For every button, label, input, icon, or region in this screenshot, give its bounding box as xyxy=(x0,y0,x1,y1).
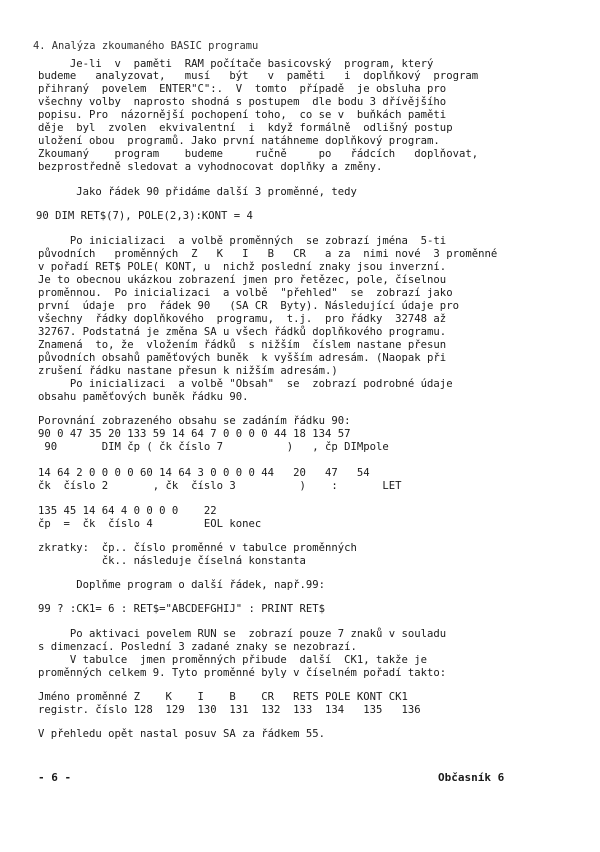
table-row-registers: registr. číslo 128 129 130 131 132 133 134 135 136 xyxy=(38,704,421,716)
code-line-90: 90 DIM RET$(7), POLE(2,3):KONT = 4 xyxy=(36,210,253,222)
para6-line: V přehledu opět nastal posuv SA za řádkem 55. xyxy=(38,728,326,740)
para5-line-3: V tabulce jmen proměnných přibude další CK1, takže je xyxy=(38,654,428,666)
para1-line-4: všechny volby naprosto shodná s postupem dle bodu 3 dřívějšího xyxy=(38,96,447,108)
page-number: - 6 - xyxy=(38,771,72,784)
para3-line-1: Po inicializaci a volbě proměnných se zobrazí jména 5-ti xyxy=(38,235,447,247)
compare-line-8: 135 45 14 64 4 0 0 0 0 22 xyxy=(38,505,217,517)
para3-line-7: všechny řádky doplňkového programu, t.j. pro řádky 32748 až xyxy=(38,313,447,325)
table-row-names: Jméno proměnné Z K I B CR RETS POLE KONT CK1 xyxy=(38,691,408,703)
para3-line-11: zrušení řádku nastane přesun k nižším adresám.) xyxy=(38,365,338,377)
para3-line-6: první údaje pro řádek 90 (SA CR Byty). Následující údaje pro xyxy=(38,300,459,312)
footer-title: Občasník 6 xyxy=(438,771,505,784)
para3-line-5: proměnnou. Po inicializaci a volbě "přehled" se zobrazí jako xyxy=(38,287,453,299)
para3-line-9: Znamená to, že vložením řádků s nižším číslem nastane přesun xyxy=(38,339,447,351)
para5-line-4: proměnných celkem 9. Tyto proměnné byly v číselném pořadí takto: xyxy=(38,667,447,679)
para1-line-5: popisu. Pro názornější pochopení toho, co se v buňkách paměti xyxy=(38,109,447,121)
code-line-99: 99 ? :CK1= 6 : RET$="ABCDEFGHIJ" : PRINT RET$ xyxy=(38,603,326,615)
para3-line-10: původních obsahů paměťových buněk k vyšším adresám. (Naopak při xyxy=(38,352,447,364)
para3-line-12: Po inicializaci a volbě "Obsah" se zobrazí podrobné údaje xyxy=(38,378,453,390)
para3-line-8: 32767. Podstatná je změna SA u všech řádků doplňkového programu. xyxy=(38,326,447,338)
compare-line-2: 90 0 47 35 20 133 59 14 64 7 0 0 0 0 44 18 134 57 xyxy=(38,428,351,440)
para5-line-1: Po aktivaci povelem RUN se zobrazí pouze 7 znaků v souladu xyxy=(38,628,447,640)
para1-line-7: uložení obou programů. Jako první natáhneme doplňkový program. xyxy=(38,135,440,147)
para1-line-6: děje byl zvolen ekvivalentní i když formálně odlišný postup xyxy=(38,122,453,134)
para3-line-4: Je to obecnou ukázkou zobrazení jmen pro řetězec, pole, číselnou xyxy=(38,274,447,286)
para1-line-9: bezprostředně sledovat a vyhodnocovat doplňky a změny. xyxy=(38,161,383,173)
compare-line-1: Porovnání zobrazeného obsahu se zadáním řádku 90: xyxy=(38,415,351,427)
para5-line-2: s dimenzací. Poslední 3 zadané znaky se nezobrazí. xyxy=(38,641,357,653)
para1-line-8: Zkoumaný program budeme ručně po řádcích doplňovat, xyxy=(38,148,479,160)
para1-line-2: budeme analyzovat, musí být v paměti i doplňkový program xyxy=(38,70,479,82)
para2-line: Jako řádek 90 přidáme další 3 proměnné, tedy xyxy=(38,186,357,198)
para3-line-13: obsahu paměťových buněk řádku 90. xyxy=(38,391,249,403)
para1-line-3: přihraný povelem ENTER"C":. V tomto případě je obsluha pro xyxy=(38,83,447,95)
compare-line-3: 90 DIM čp ( čk číslo 7 ) , čp DIMpole xyxy=(38,441,389,453)
compare-line-6: čk číslo 2 , čk číslo 3 ) : LET xyxy=(38,480,402,492)
para3-line-2: původních proměnných Z K I B CR a za nimi nové 3 proměnné xyxy=(38,248,498,260)
para1-line-1: Je-li v paměti RAM počítače basicovský program, který xyxy=(38,58,434,70)
compare-line-9: čp = čk číslo 4 EOL konec xyxy=(38,518,262,530)
abbrev-line-1: zkratky: čp.. číslo proměnné v tabulce proměnných xyxy=(38,542,357,554)
para3-line-3: v pořadí RET$ POLE( KONT, u nichž poslední znaky jsou inverzní. xyxy=(38,261,447,273)
abbrev-line-2: čk.. následuje číselná konstanta xyxy=(38,555,306,567)
para4-line: Doplňme program o další řádek, např.99: xyxy=(38,579,326,591)
compare-line-5: 14 64 2 0 0 0 0 60 14 64 3 0 0 0 0 44 20 47 54 xyxy=(38,467,370,479)
section-heading: 4. Analýza zkoumaného BASIC programu xyxy=(33,40,259,52)
